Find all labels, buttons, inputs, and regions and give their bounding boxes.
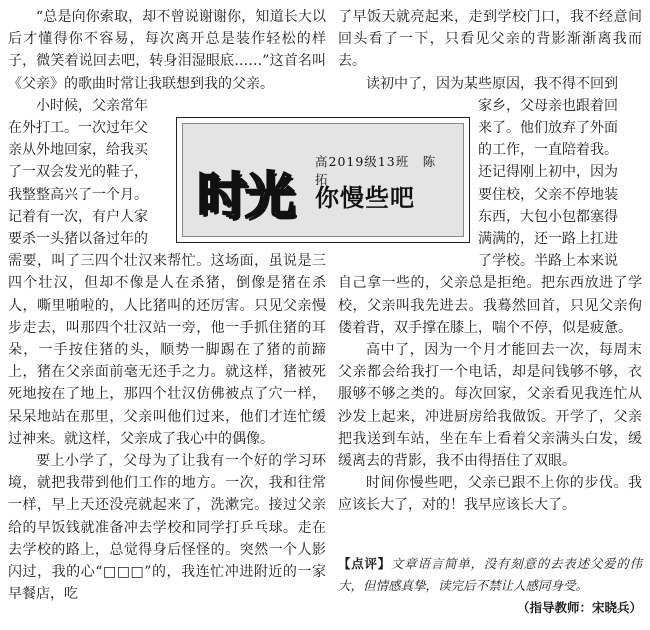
left-column xyxy=(8,6,326,605)
text-line: 了学校。半路上本来说 xyxy=(478,253,618,270)
article-title: 时光 xyxy=(197,166,293,225)
title-background xyxy=(182,123,464,237)
paragraph-wrap xyxy=(478,95,642,273)
paragraph: 时间你慢些吧，父亲已跟不上你的步伐。我应该长大了，对的！我早应该长大了。 xyxy=(338,475,642,514)
text-line: 东西，大包小包都塞得 xyxy=(478,208,618,225)
text-line: 还记得刚上初中，因为 xyxy=(478,164,618,181)
teacher-name: （指导教师：宋晓兵） xyxy=(516,600,642,615)
text-line: 小时候，父亲常年 xyxy=(36,97,148,114)
text-line: 的工作，一直陪着我。 xyxy=(478,142,618,159)
paragraph-wrap xyxy=(8,95,172,250)
author-byline: 高2019级13班 陈 拓 xyxy=(315,154,450,187)
paragraph: “总是向你索取，却不曾说谢谢你，知道长大以后才懂得你不容易，每次离开总是装作轻松的样子，微笑着说回去吧，转身泪湿眼底……”这首名叫《父亲》的歌曲时常让我联想到我的父亲。 xyxy=(8,9,326,92)
paragraph: 了早饭天就亮起来，走到学校门口，我不经意间回头看了一下，只看见父亲的背影渐渐离我而去。 xyxy=(338,9,642,70)
text-line: 亲从外地回家，给我买 xyxy=(8,142,148,159)
paragraph: 高中了，因为一个月才能回去一次，每周末父亲都会给我打一个电话，却是问钱够不够，衣服够不够之类的。每次回家，父亲看见我连忙从沙发上起来，冲进厨房给我做饭。开学了，父亲把我送到车站，坐在车上看着父亲满头白发，缓缓离去的背影，我不由得捂住了双眼。 xyxy=(338,342,642,470)
comment-tag: 【点评】 xyxy=(338,556,391,571)
paragraph: 自己拿一些的，父亲总是拒绝。把东西放进了学校，父亲叫我先进去。我蓦然回首，只见父亲佝偻着背，双手撑在膝上，喘个不停，似是疲惫。 xyxy=(338,275,642,336)
paragraph: 要上小学了，父母为了让我有一个好的学习环境，就把我带到他们工作的地方。一次，我和往常一样，早上天还没亮就起来了，洗漱完。接过父亲给的早饭钱就准备冲去学校和同学打乒乓球。走在去学校的路上，总觉得身后怪怪的。突然一个人影闪过，我的心“□□□”的，我连忙冲进附近的一家早餐店，吃 xyxy=(8,453,326,603)
paragraph: 需要，叫了三四个壮汉来帮忙。这场面，虽说是三四个壮汉，但却不像是人在杀猪，倒像是猪在杀人，嘶里啪啦的，人比猪叫的还厉害。只见父亲慢步走去，叫那四个壮汉站一旁，他一手抓住猪的耳朵，一手按住猪的头，顺势一脚踢在了猪的前蹄上，猪在父亲面前毫无还手之力。就这样，猪被死死地按在了地上，那四个壮汉仿佛被点了穴一样，呆呆地站在那里，父亲叫他们过来，他们才连忙缓过神来。就这样，父亲成了我心中的偶像。 xyxy=(8,253,326,447)
text-line: 家乡，父母亲也跟着回 xyxy=(478,97,618,114)
text-line: 要杀一头猪以备过年的 xyxy=(8,231,148,248)
right-column xyxy=(338,6,642,517)
text-line: 了一双会发光的鞋子， xyxy=(8,164,148,181)
text-line: 来了。他们放弃了外面 xyxy=(478,120,618,137)
text-line: 在外打工。一次过年父 xyxy=(8,120,148,137)
text-line: 记着有一次，有户人家 xyxy=(8,208,148,225)
teacher-comment xyxy=(338,553,642,619)
comment-text: 文章语言简单，没有刻意的去表述父爱的伟大，但情感真挚，读完后不禁让人感同身受。 xyxy=(338,556,642,593)
article-subtitle: 你慢些吧 xyxy=(315,183,415,212)
text-line: 要住校，父亲不停地装 xyxy=(478,186,618,203)
text-line: 我整整高兴了一个月。 xyxy=(8,186,148,203)
title-box xyxy=(176,117,470,243)
text-line: 读初中了，因为某些原因，我不得不回到 xyxy=(366,75,618,92)
text-line: 满满的，还一路上扛进 xyxy=(478,231,618,248)
